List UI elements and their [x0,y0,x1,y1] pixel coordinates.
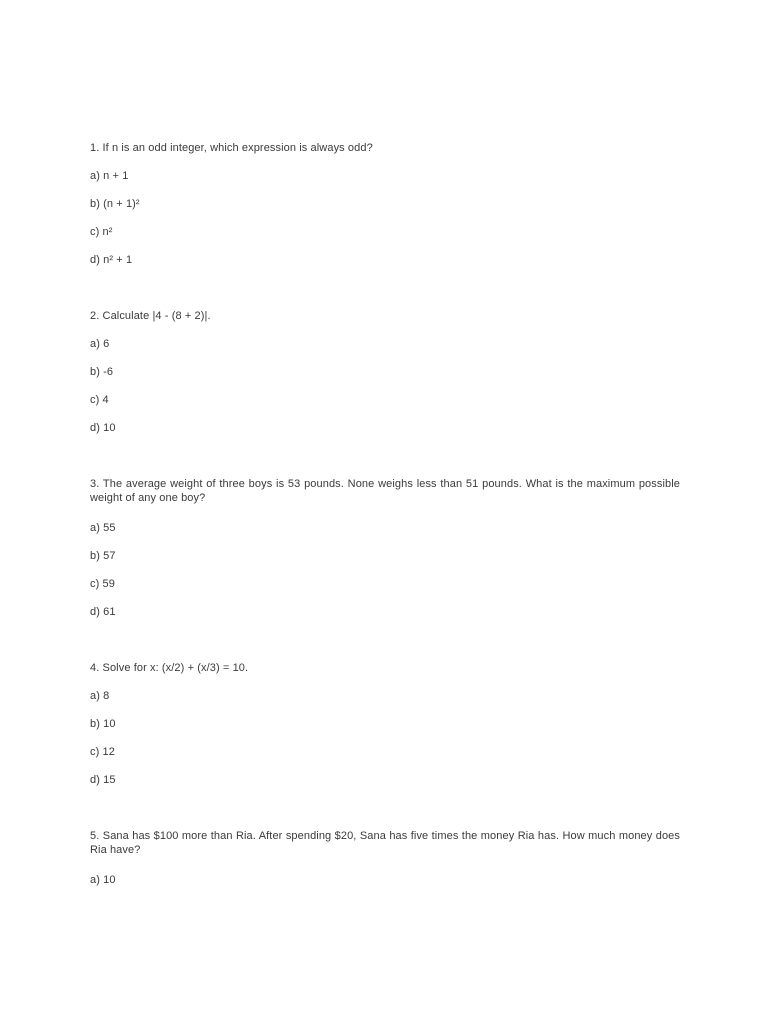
question-2-option-b: b) -6 [90,366,114,378]
question-4-option-b: b) 10 [90,718,116,730]
question-1-text: 1. If n is an odd integer, which expression is always odd? [90,142,373,154]
question-3-option-c: c) 59 [90,578,115,590]
question-2-option-c: c) 4 [90,394,109,406]
question-5-text: 5. Sana has $100 more than Ria. After spending $20, Sana has five times the money Ria has. How much money does Ria have? [90,830,680,856]
question-5-option-a: a) 10 [90,874,116,886]
question-2-option-a: a) 6 [90,338,110,350]
question-1-option-a: a) n + 1 [90,170,129,182]
question-3-option-a: a) 55 [90,522,116,534]
question-2-option-d: d) 10 [90,422,116,434]
question-1-option-c: c) n² [90,226,113,238]
question-2-text: 2. Calculate |4 - (8 + 2)|. [90,310,211,322]
question-1-option-b: b) (n + 1)² [90,198,140,210]
question-3-text: 3. The average weight of three boys is 53 pounds. None weighs less than 51 pounds. What is the maximum possible weight of any one boy? [90,478,680,504]
question-4-option-a: a) 8 [90,690,110,702]
question-3-option-b: b) 57 [90,550,116,562]
question-4-text: 4. Solve for x: (x/2) + (x/3) = 10. [90,662,249,674]
question-4-option-c: c) 12 [90,746,115,758]
question-3-option-d: d) 61 [90,606,116,618]
question-1-option-d: d) n² + 1 [90,254,133,266]
question-4-option-d: d) 15 [90,774,116,786]
